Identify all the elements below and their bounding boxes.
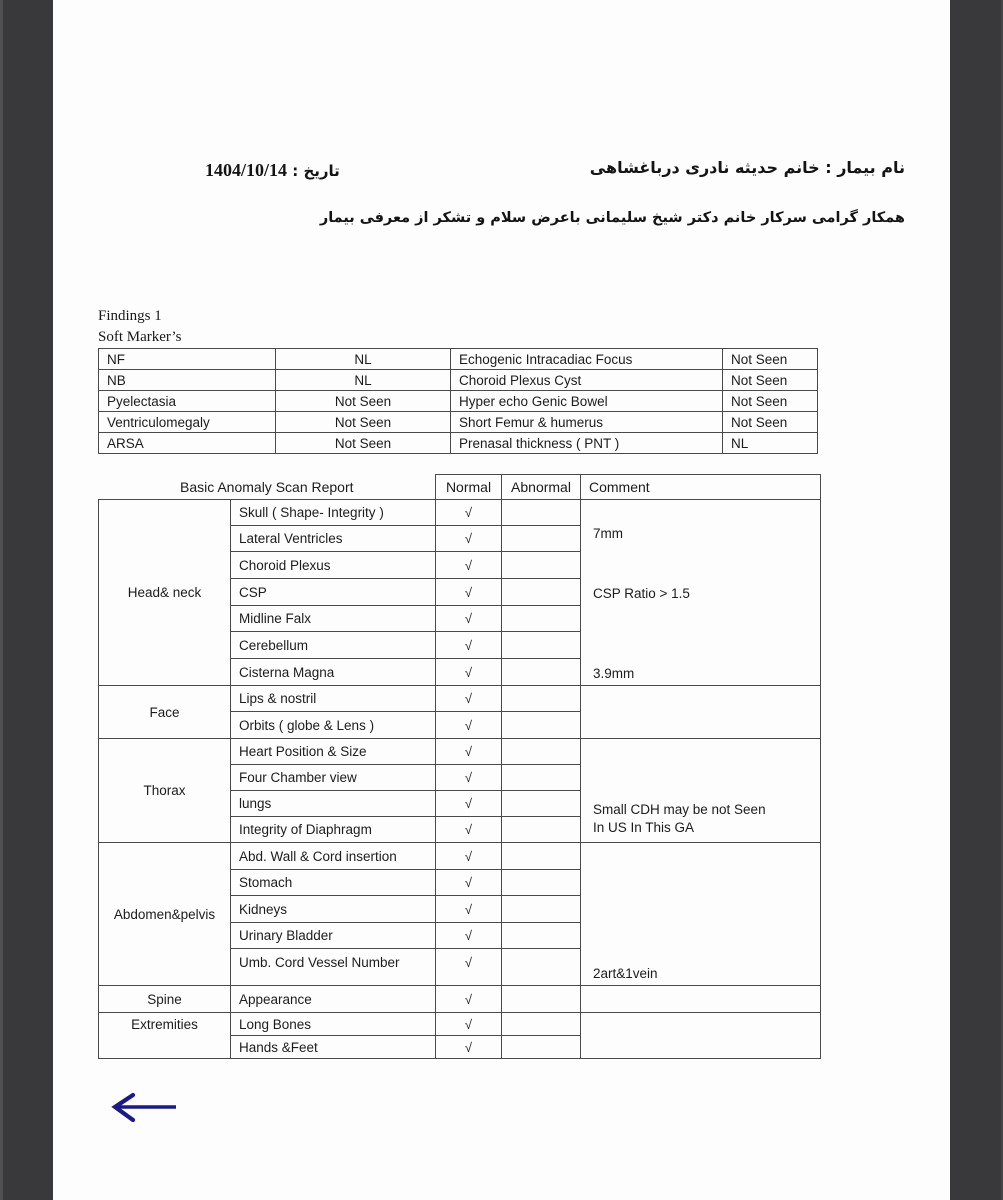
normal-check: √ bbox=[436, 659, 502, 686]
scan-item: Cisterna Magna bbox=[231, 659, 436, 686]
date-value: 1404/10/14 bbox=[205, 160, 288, 180]
abnormal-cell bbox=[502, 765, 581, 791]
marker-result: Not Seen bbox=[276, 412, 451, 433]
comment-text: 7mm bbox=[593, 526, 623, 541]
scan-item: Orbits ( globe & Lens ) bbox=[231, 712, 436, 739]
group-spine: Spine bbox=[99, 986, 231, 1013]
marker-result: Not Seen bbox=[723, 391, 818, 412]
abnormal-cell bbox=[502, 949, 581, 986]
table-row bbox=[99, 739, 821, 765]
table-row bbox=[99, 986, 821, 1013]
abnormal-cell bbox=[502, 870, 581, 896]
comment-text: In US In This GA bbox=[593, 820, 695, 835]
marker-result: Not Seen bbox=[276, 433, 451, 454]
anomaly-scan-table bbox=[98, 474, 821, 1059]
scan-item: Four Chamber view bbox=[231, 765, 436, 791]
table-row bbox=[99, 686, 821, 712]
table-row bbox=[99, 349, 818, 370]
normal-check: √ bbox=[436, 526, 502, 552]
abnormal-cell bbox=[502, 712, 581, 739]
scan-item: Hands &Feet bbox=[231, 1036, 436, 1059]
report-date bbox=[205, 160, 340, 181]
col-header-normal: Normal bbox=[436, 475, 502, 500]
patient-name: نام بیمار : خانم حدیثه نادری درباغشاهی bbox=[589, 158, 905, 177]
normal-check: √ bbox=[436, 1013, 502, 1036]
abnormal-cell bbox=[502, 896, 581, 923]
comment-abdomen bbox=[581, 843, 821, 986]
comment-text: CSP Ratio > 1.5 bbox=[593, 586, 690, 601]
marker-name: Ventriculomegaly bbox=[99, 412, 276, 433]
scan-item: Abd. Wall & Cord insertion bbox=[231, 843, 436, 870]
abnormal-cell bbox=[502, 817, 581, 843]
marker-result: Not Seen bbox=[723, 370, 818, 391]
table-row bbox=[99, 433, 818, 454]
abnormal-cell bbox=[502, 500, 581, 526]
comment-text: 2art&1vein bbox=[593, 966, 658, 981]
marker-result: Not Seen bbox=[723, 349, 818, 370]
normal-check: √ bbox=[436, 765, 502, 791]
normal-check: √ bbox=[436, 552, 502, 579]
abnormal-cell bbox=[502, 739, 581, 765]
scan-item: Appearance bbox=[231, 986, 436, 1013]
soft-markers-table bbox=[98, 348, 818, 454]
abnormal-cell bbox=[502, 632, 581, 659]
scan-item: Midline Falx bbox=[231, 606, 436, 632]
marker-name: Hyper echo Genic Bowel bbox=[451, 391, 723, 412]
abnormal-cell bbox=[502, 1013, 581, 1036]
group-extremities: Extremities bbox=[99, 1013, 231, 1059]
marker-result: Not Seen bbox=[276, 391, 451, 412]
marker-name: ARSA bbox=[99, 433, 276, 454]
scan-item: Lips & nostril bbox=[231, 686, 436, 712]
abnormal-cell bbox=[502, 843, 581, 870]
marker-name: NF bbox=[99, 349, 276, 370]
abnormal-cell bbox=[502, 659, 581, 686]
marker-result: NL bbox=[276, 349, 451, 370]
table-row bbox=[99, 370, 818, 391]
scan-item: Skull ( Shape- Integrity ) bbox=[231, 500, 436, 526]
normal-check: √ bbox=[436, 739, 502, 765]
group-thorax: Thorax bbox=[99, 739, 231, 843]
normal-check: √ bbox=[436, 632, 502, 659]
comment-spine bbox=[581, 986, 821, 1013]
normal-check: √ bbox=[436, 986, 502, 1013]
scan-item: Stomach bbox=[231, 870, 436, 896]
marker-name: Choroid Plexus Cyst bbox=[451, 370, 723, 391]
scan-item: Integrity of Diaphragm bbox=[231, 817, 436, 843]
abnormal-cell bbox=[502, 923, 581, 949]
abnormal-cell bbox=[502, 686, 581, 712]
marker-name: Echogenic Intracadiac Focus bbox=[451, 349, 723, 370]
scan-item: Long Bones bbox=[231, 1013, 436, 1036]
referral-greeting: همکار گرامی سرکار خانم دکتر شیخ سلیمانی باعرض سلام و تشکر از معرفی بیمار bbox=[319, 210, 905, 226]
group-abdomen-pelvis: Abdomen&pelvis bbox=[99, 843, 231, 986]
marker-result: NL bbox=[276, 370, 451, 391]
scan-item: Kidneys bbox=[231, 896, 436, 923]
comment-text: 3.9mm bbox=[593, 666, 635, 681]
marker-result: Not Seen bbox=[723, 412, 818, 433]
scan-item: lungs bbox=[231, 791, 436, 817]
scan-item: Umb. Cord Vessel Number bbox=[231, 949, 436, 986]
normal-check: √ bbox=[436, 949, 502, 986]
normal-check: √ bbox=[436, 843, 502, 870]
left-arrow-icon bbox=[106, 1090, 182, 1126]
marker-name: Prenasal thickness ( PNT ) bbox=[451, 433, 723, 454]
marker-name: NB bbox=[99, 370, 276, 391]
normal-check: √ bbox=[436, 712, 502, 739]
comment-extremities bbox=[581, 1013, 821, 1059]
marker-name: Short Femur & humerus bbox=[451, 412, 723, 433]
group-head-neck: Head& neck bbox=[99, 500, 231, 686]
normal-check: √ bbox=[436, 579, 502, 606]
document-page bbox=[53, 0, 950, 1200]
table-row bbox=[99, 1013, 821, 1036]
comment-face bbox=[581, 686, 821, 739]
scan-item: CSP bbox=[231, 579, 436, 606]
comment-head-neck bbox=[581, 500, 821, 686]
scan-item: Choroid Plexus bbox=[231, 552, 436, 579]
normal-check: √ bbox=[436, 896, 502, 923]
table-row bbox=[99, 412, 818, 433]
normal-check: √ bbox=[436, 1036, 502, 1059]
comment-thorax bbox=[581, 739, 821, 843]
normal-check: √ bbox=[436, 817, 502, 843]
table-row bbox=[99, 843, 821, 870]
abnormal-cell bbox=[502, 791, 581, 817]
table-row bbox=[99, 500, 821, 526]
findings-subtitle: Soft Marker’s bbox=[98, 329, 182, 345]
abnormal-cell bbox=[502, 526, 581, 552]
normal-check: √ bbox=[436, 923, 502, 949]
col-header-comment: Comment bbox=[581, 475, 821, 500]
group-face: Face bbox=[99, 686, 231, 739]
viewer-left-bar bbox=[0, 0, 53, 1200]
scan-item: Cerebellum bbox=[231, 632, 436, 659]
normal-check: √ bbox=[436, 791, 502, 817]
normal-check: √ bbox=[436, 870, 502, 896]
scan-item: Heart Position & Size bbox=[231, 739, 436, 765]
findings-title: Findings 1 bbox=[98, 308, 162, 324]
abnormal-cell bbox=[502, 552, 581, 579]
abnormal-cell bbox=[502, 986, 581, 1013]
viewer-right-bar bbox=[950, 0, 1003, 1200]
abnormal-cell bbox=[502, 1036, 581, 1059]
normal-check: √ bbox=[436, 606, 502, 632]
marker-result: NL bbox=[723, 433, 818, 454]
normal-check: √ bbox=[436, 686, 502, 712]
col-header-abnormal: Abnormal bbox=[502, 475, 581, 500]
comment-text: Small CDH may be not Seen bbox=[593, 802, 766, 817]
findings-heading bbox=[98, 306, 181, 348]
scan-item: Urinary Bladder bbox=[231, 923, 436, 949]
abnormal-cell bbox=[502, 579, 581, 606]
scan-item: Lateral Ventricles bbox=[231, 526, 436, 552]
abnormal-cell bbox=[502, 606, 581, 632]
marker-name: Pyelectasia bbox=[99, 391, 276, 412]
date-label: تاریخ : bbox=[292, 162, 340, 180]
normal-check: √ bbox=[436, 500, 502, 526]
scan-table-title: Basic Anomaly Scan Report bbox=[99, 475, 436, 500]
table-row bbox=[99, 391, 818, 412]
table-header-row bbox=[99, 475, 821, 500]
